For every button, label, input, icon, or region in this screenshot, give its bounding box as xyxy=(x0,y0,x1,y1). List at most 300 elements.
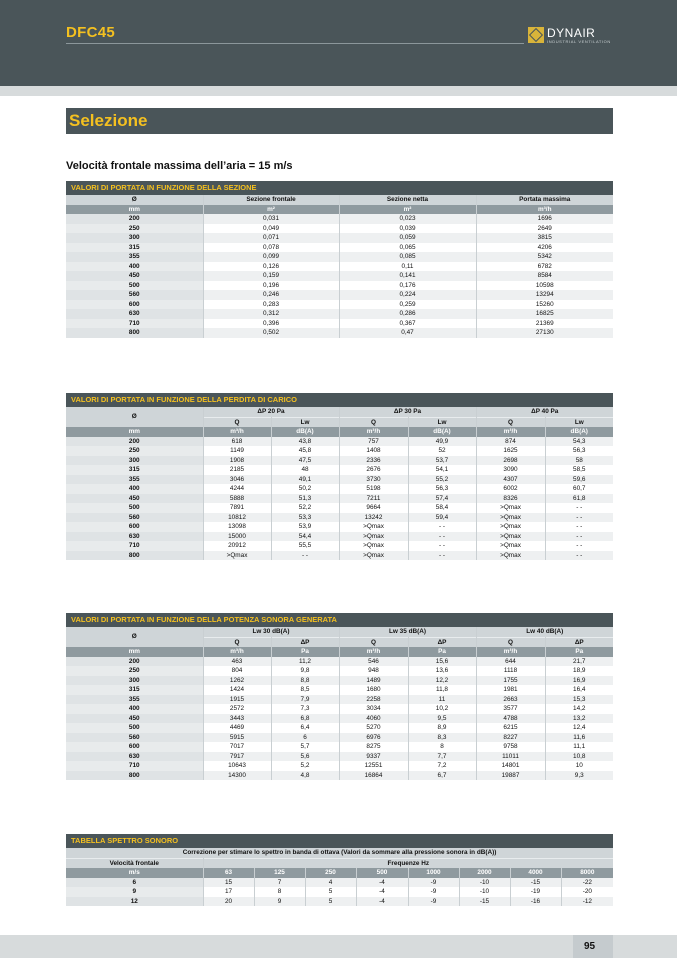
table-cell: 7211 xyxy=(339,494,408,504)
table-cell: 3443 xyxy=(203,714,271,724)
table-row xyxy=(66,319,613,329)
table-cell: 3815 xyxy=(476,233,613,243)
row-key-cell: 500 xyxy=(66,281,203,291)
table-cell: 53,7 xyxy=(408,456,476,466)
table-cell: 4060 xyxy=(339,714,408,724)
table-cell: 0,071 xyxy=(203,233,339,243)
table-cell: >Qmax xyxy=(339,532,408,542)
unit-cell: 8000 xyxy=(561,868,613,878)
table-cell: 5198 xyxy=(339,484,408,494)
unit-cell: dB(A) xyxy=(408,427,476,437)
table-body xyxy=(66,437,613,561)
table-cell: 13,6 xyxy=(408,666,476,676)
table-cell: 9337 xyxy=(339,752,408,762)
row-key-cell: 600 xyxy=(66,300,203,310)
table-cell: 43,8 xyxy=(271,437,339,447)
table-cell: -10 xyxy=(459,878,510,888)
table-cell: 6,8 xyxy=(271,714,339,724)
table-cell: 644 xyxy=(476,657,545,667)
table-cell: 1680 xyxy=(339,685,408,695)
row-key-cell: 315 xyxy=(66,243,203,253)
table-row xyxy=(66,704,613,714)
row-key-cell: 800 xyxy=(66,328,203,338)
sub-header: Q xyxy=(203,637,271,647)
table-cell: 16864 xyxy=(339,771,408,781)
table-cell: 8 xyxy=(254,887,305,897)
unit-cell: 2000 xyxy=(459,868,510,878)
sub-header: ΔP xyxy=(271,637,339,647)
header-rule xyxy=(66,43,524,44)
unit-cell: mm xyxy=(66,647,203,657)
table-row xyxy=(66,465,613,475)
unit-cell: m² xyxy=(339,205,476,215)
table-cell: 3577 xyxy=(476,704,545,714)
table-cell: 948 xyxy=(339,666,408,676)
table-row xyxy=(66,752,613,762)
group-header: Frequenze Hz xyxy=(203,858,613,868)
unit-cell: 1000 xyxy=(408,868,459,878)
unit-cell: m³/h xyxy=(339,647,408,657)
table-cell: 4,8 xyxy=(271,771,339,781)
table-cell: 11,8 xyxy=(408,685,476,695)
unit-cell: m³/h xyxy=(476,647,545,657)
table-cell: 0,259 xyxy=(339,300,476,310)
row-key-cell: 355 xyxy=(66,695,203,705)
table-cell: 2185 xyxy=(203,465,271,475)
table-row xyxy=(66,214,613,224)
table-cell: 1915 xyxy=(203,695,271,705)
table-cell: 9758 xyxy=(476,742,545,752)
table-cell: - - xyxy=(545,503,613,513)
sub-header: Lw xyxy=(408,417,476,427)
col-header: Sezione netta xyxy=(339,195,476,205)
table-cell: 13242 xyxy=(339,513,408,523)
row-key-cell: 200 xyxy=(66,214,203,224)
row-key-cell: 6 xyxy=(66,878,203,888)
row-key-cell: 250 xyxy=(66,666,203,676)
table-title: VALORI DI PORTATA IN FUNZIONE DELLA PERDITA DI CARICO xyxy=(66,393,613,407)
table-cell: 0,059 xyxy=(339,233,476,243)
table-cell: >Qmax xyxy=(203,551,271,561)
table-cell: 5270 xyxy=(339,723,408,733)
row-key-cell: 9 xyxy=(66,887,203,897)
table-row xyxy=(66,887,613,897)
table-cell: 0,159 xyxy=(203,271,339,281)
table-cell: 6976 xyxy=(339,733,408,743)
table-cell: 6002 xyxy=(476,484,545,494)
row-key-cell: 630 xyxy=(66,752,203,762)
table-cell: -4 xyxy=(356,878,408,888)
table-cell: 0,176 xyxy=(339,281,476,291)
table-cell: 546 xyxy=(339,657,408,667)
unit-cell: Pa xyxy=(408,647,476,657)
table-cell: 55,2 xyxy=(408,475,476,485)
table-cell: 9,3 xyxy=(545,771,613,781)
row-key-cell: 600 xyxy=(66,742,203,752)
table-cell: 60,7 xyxy=(545,484,613,494)
table-cell: 8275 xyxy=(339,742,408,752)
model-title: DFC45 xyxy=(66,24,116,41)
table-row xyxy=(66,733,613,743)
table-cell: 1118 xyxy=(476,666,545,676)
table-cell: 14300 xyxy=(203,771,271,781)
table-cell: 0,141 xyxy=(339,271,476,281)
table-cell: 0,283 xyxy=(203,300,339,310)
table-cell: - - xyxy=(545,513,613,523)
table-cell: 4244 xyxy=(203,484,271,494)
row-key-cell: 710 xyxy=(66,761,203,771)
table-cell: 6,7 xyxy=(408,771,476,781)
table-body xyxy=(66,657,613,781)
table-cell: - - xyxy=(545,541,613,551)
row-key-cell: 400 xyxy=(66,484,203,494)
table-row xyxy=(66,309,613,319)
table-cell: 0,396 xyxy=(203,319,339,329)
table-cell: 3046 xyxy=(203,475,271,485)
row-key-cell: 450 xyxy=(66,271,203,281)
table-cell: 0,11 xyxy=(339,262,476,272)
unit-cell: m² xyxy=(203,205,339,215)
table-cell: 8584 xyxy=(476,271,613,281)
table-cell: 0,224 xyxy=(339,290,476,300)
table-cell: 4788 xyxy=(476,714,545,724)
table-cell: 8326 xyxy=(476,494,545,504)
sub-header: Lw xyxy=(271,417,339,427)
page-number: 95 xyxy=(584,941,596,952)
table-cell: 0,47 xyxy=(339,328,476,338)
row-key-cell: 355 xyxy=(66,475,203,485)
row-key-cell: 12 xyxy=(66,897,203,907)
table-cell: 7891 xyxy=(203,503,271,513)
table-cell: 3730 xyxy=(339,475,408,485)
table-cell: - - xyxy=(271,551,339,561)
table-cell: 0,039 xyxy=(339,224,476,234)
table-title: VALORI DI PORTATA IN FUNZIONE DELLA SEZIONE xyxy=(66,181,613,195)
table-cell: 45,8 xyxy=(271,446,339,456)
table-cell: 757 xyxy=(339,437,408,447)
unit-cell: m³/h xyxy=(476,205,613,215)
unit-cell: m³/h xyxy=(203,427,271,437)
table-cell: 51,3 xyxy=(271,494,339,504)
table-cell: 0,246 xyxy=(203,290,339,300)
table-cell: 1262 xyxy=(203,676,271,686)
table-cell: 21,7 xyxy=(545,657,613,667)
table-cell: - - xyxy=(545,551,613,561)
table-cell: >Qmax xyxy=(339,541,408,551)
table-cell: >Qmax xyxy=(476,522,545,532)
unit-cell: mm xyxy=(66,427,203,437)
table-cell: >Qmax xyxy=(476,541,545,551)
unit-cell: 250 xyxy=(305,868,356,878)
table-row xyxy=(66,328,613,338)
table-cell: -10 xyxy=(459,887,510,897)
table-cell: 5 xyxy=(305,887,356,897)
unit-cell: dB(A) xyxy=(271,427,339,437)
table-cell: 12551 xyxy=(339,761,408,771)
table-row xyxy=(66,446,613,456)
table-cell: 5,7 xyxy=(271,742,339,752)
table-cell: 0,085 xyxy=(339,252,476,262)
table-cell: 1408 xyxy=(339,446,408,456)
table-cell: 10,2 xyxy=(408,704,476,714)
table-cell: 804 xyxy=(203,666,271,676)
table-cell: 59,4 xyxy=(408,513,476,523)
col-header: Ø xyxy=(66,195,203,205)
table-cell: -15 xyxy=(459,897,510,907)
row-key-cell: 630 xyxy=(66,532,203,542)
sub-header: Q xyxy=(339,637,408,647)
table-cell: 7,7 xyxy=(408,752,476,762)
table-cell: 874 xyxy=(476,437,545,447)
table-cell: >Qmax xyxy=(476,513,545,523)
group-header: ΔP 30 Pa xyxy=(339,407,476,417)
row-key-cell: 315 xyxy=(66,465,203,475)
row-key-cell: 250 xyxy=(66,224,203,234)
table-cell: -9 xyxy=(408,878,459,888)
table-cell: 27130 xyxy=(476,328,613,338)
table-cell: >Qmax xyxy=(476,503,545,513)
table-cell: -19 xyxy=(510,887,561,897)
table-cell: - - xyxy=(545,532,613,542)
table-cell: 10598 xyxy=(476,281,613,291)
table-cell: 2676 xyxy=(339,465,408,475)
group-header: Lw 40 dB(A) xyxy=(476,627,613,637)
table-cell: 17 xyxy=(203,887,254,897)
table-cell: 11,6 xyxy=(545,733,613,743)
table-cell: 0,126 xyxy=(203,262,339,272)
table-cell: 0,065 xyxy=(339,243,476,253)
unit-cell: 63 xyxy=(203,868,254,878)
col-header: Ø xyxy=(66,627,203,647)
table-cell: 54,4 xyxy=(271,532,339,542)
table-cell: 54,3 xyxy=(545,437,613,447)
table-row xyxy=(66,676,613,686)
unit-cell: m/s xyxy=(66,868,203,878)
table-cell: 21369 xyxy=(476,319,613,329)
row-key-cell: 450 xyxy=(66,494,203,504)
table-cell: 6 xyxy=(271,733,339,743)
table-cell: 0,023 xyxy=(339,214,476,224)
table-row xyxy=(66,742,613,752)
row-key-cell: 355 xyxy=(66,252,203,262)
table-cell: 10 xyxy=(545,761,613,771)
table-cell: 4307 xyxy=(476,475,545,485)
table-cell: 15,3 xyxy=(545,695,613,705)
table-row xyxy=(66,761,613,771)
table-cell: 9 xyxy=(254,897,305,907)
table-cell: 8,9 xyxy=(408,723,476,733)
table-cell: 11,2 xyxy=(271,657,339,667)
table-row xyxy=(66,541,613,551)
table-cell: -4 xyxy=(356,887,408,897)
row-key-cell: 560 xyxy=(66,290,203,300)
table-row xyxy=(66,657,613,667)
table-cell: 12,2 xyxy=(408,676,476,686)
table-cell: 8,8 xyxy=(271,676,339,686)
table-cell: -15 xyxy=(510,878,561,888)
table-cell: 10,8 xyxy=(545,752,613,762)
table-cell: 15,6 xyxy=(408,657,476,667)
table-cell: 16825 xyxy=(476,309,613,319)
table-cell: - - xyxy=(408,522,476,532)
table-cell: - - xyxy=(545,522,613,532)
table-cell: 55,5 xyxy=(271,541,339,551)
group-header: ΔP 20 Pa xyxy=(203,407,339,417)
table-cell: -9 xyxy=(408,897,459,907)
table-cell: 58 xyxy=(545,456,613,466)
table-row xyxy=(66,522,613,532)
row-key-cell: 400 xyxy=(66,262,203,272)
table-cell: 52 xyxy=(408,446,476,456)
table-row xyxy=(66,271,613,281)
table-cell: -9 xyxy=(408,887,459,897)
table-spettro-sonoro xyxy=(66,834,613,906)
table-cell: 53,3 xyxy=(271,513,339,523)
table-row xyxy=(66,897,613,907)
table-cell: 15 xyxy=(203,878,254,888)
table-cell: 2258 xyxy=(339,695,408,705)
table-cell: 0,367 xyxy=(339,319,476,329)
table-cell: 8,3 xyxy=(408,733,476,743)
table-cell: 59,6 xyxy=(545,475,613,485)
table-cell: 4469 xyxy=(203,723,271,733)
table-cell: - - xyxy=(408,532,476,542)
row-key-cell: 500 xyxy=(66,503,203,513)
table-row xyxy=(66,503,613,513)
table-cell: 14,2 xyxy=(545,704,613,714)
table-body xyxy=(66,214,613,338)
table-cell: 8,5 xyxy=(271,685,339,695)
logo-icon xyxy=(528,27,544,43)
table-cell: 8227 xyxy=(476,733,545,743)
table-cell: >Qmax xyxy=(339,551,408,561)
table-cell: 1908 xyxy=(203,456,271,466)
row-key-cell: 300 xyxy=(66,676,203,686)
table-row xyxy=(66,233,613,243)
table-cell: 2336 xyxy=(339,456,408,466)
table-cell: 5888 xyxy=(203,494,271,504)
col-header: Velocità frontale xyxy=(66,858,203,868)
table-cell: 1755 xyxy=(476,676,545,686)
group-header: ΔP 40 Pa xyxy=(476,407,613,417)
table-cell: >Qmax xyxy=(339,522,408,532)
table-cell: 3090 xyxy=(476,465,545,475)
table-cell: 7 xyxy=(254,878,305,888)
table-cell: 4 xyxy=(305,878,356,888)
table-row xyxy=(66,513,613,523)
sub-header: Q xyxy=(339,417,408,427)
table-row xyxy=(66,224,613,234)
row-key-cell: 560 xyxy=(66,733,203,743)
table-cell: 13098 xyxy=(203,522,271,532)
unit-cell: Pa xyxy=(545,647,613,657)
table-row xyxy=(66,252,613,262)
table-cell: 6782 xyxy=(476,262,613,272)
row-key-cell: 500 xyxy=(66,723,203,733)
table-cell: 2663 xyxy=(476,695,545,705)
row-key-cell: 560 xyxy=(66,513,203,523)
table-cell: 463 xyxy=(203,657,271,667)
table-row xyxy=(66,475,613,485)
table-cell: >Qmax xyxy=(476,532,545,542)
table-caption: Correzione per stimare lo spettro in banda di ottava (Valori da sommare alla pressione sonora in dB(A)) xyxy=(66,848,613,858)
col-header: Sezione frontale xyxy=(203,195,339,205)
table-cell: 54,1 xyxy=(408,465,476,475)
unit-cell: Pa xyxy=(271,647,339,657)
table-cell: 48 xyxy=(271,465,339,475)
table-cell: 0,196 xyxy=(203,281,339,291)
row-key-cell: 600 xyxy=(66,522,203,532)
row-key-cell: 200 xyxy=(66,657,203,667)
table-cell: 11 xyxy=(408,695,476,705)
table-perdita-carico xyxy=(66,393,613,560)
table-row xyxy=(66,685,613,695)
sub-header: Q xyxy=(476,417,545,427)
table-cell: 5,2 xyxy=(271,761,339,771)
row-key-cell: 300 xyxy=(66,456,203,466)
table-cell: 53,9 xyxy=(271,522,339,532)
table-cell: 5342 xyxy=(476,252,613,262)
brand-subtitle: INDUSTRIAL VENTILATION xyxy=(547,39,611,44)
table-cell: 56,3 xyxy=(545,446,613,456)
table-row xyxy=(66,484,613,494)
table-cell: 1489 xyxy=(339,676,408,686)
table-cell: 1981 xyxy=(476,685,545,695)
page-subtitle: Velocità frontale massima dell’aria = 15 m/s xyxy=(66,160,293,172)
table-cell: 4206 xyxy=(476,243,613,253)
table-cell: 2649 xyxy=(476,224,613,234)
table-row xyxy=(66,771,613,781)
table-row xyxy=(66,666,613,676)
table-title: VALORI DI PORTATA IN FUNZIONE DELLA POTENZA SONORA GENERATA xyxy=(66,613,613,627)
table-cell: >Qmax xyxy=(476,551,545,561)
section-title: Selezione xyxy=(69,111,148,130)
table-cell: 6215 xyxy=(476,723,545,733)
table-row xyxy=(66,551,613,561)
sub-header: Lw xyxy=(545,417,613,427)
table-cell: 8 xyxy=(408,742,476,752)
table-cell: 1149 xyxy=(203,446,271,456)
table-cell: 1625 xyxy=(476,446,545,456)
unit-cell: dB(A) xyxy=(545,427,613,437)
sub-header: ΔP xyxy=(408,637,476,647)
table-row xyxy=(66,243,613,253)
table-cell: 9,5 xyxy=(408,714,476,724)
table-row xyxy=(66,300,613,310)
table-cell: 49,1 xyxy=(271,475,339,485)
table-cell: 7,3 xyxy=(271,704,339,714)
table-cell: 0,286 xyxy=(339,309,476,319)
unit-cell: 4000 xyxy=(510,868,561,878)
table-body xyxy=(66,878,613,907)
table-cell: 50,2 xyxy=(271,484,339,494)
table-cell: 58,4 xyxy=(408,503,476,513)
table-cell: 2572 xyxy=(203,704,271,714)
table-cell: 0,312 xyxy=(203,309,339,319)
unit-cell: 500 xyxy=(356,868,408,878)
table-cell: 1424 xyxy=(203,685,271,695)
table-cell: 7,2 xyxy=(408,761,476,771)
table-cell: - - xyxy=(408,541,476,551)
table-cell: 0,099 xyxy=(203,252,339,262)
table-cell: 5915 xyxy=(203,733,271,743)
table-row xyxy=(66,695,613,705)
table-row xyxy=(66,878,613,888)
table-cell: 20912 xyxy=(203,541,271,551)
table-cell: 0,078 xyxy=(203,243,339,253)
table-cell: 7,9 xyxy=(271,695,339,705)
table-cell: 10643 xyxy=(203,761,271,771)
